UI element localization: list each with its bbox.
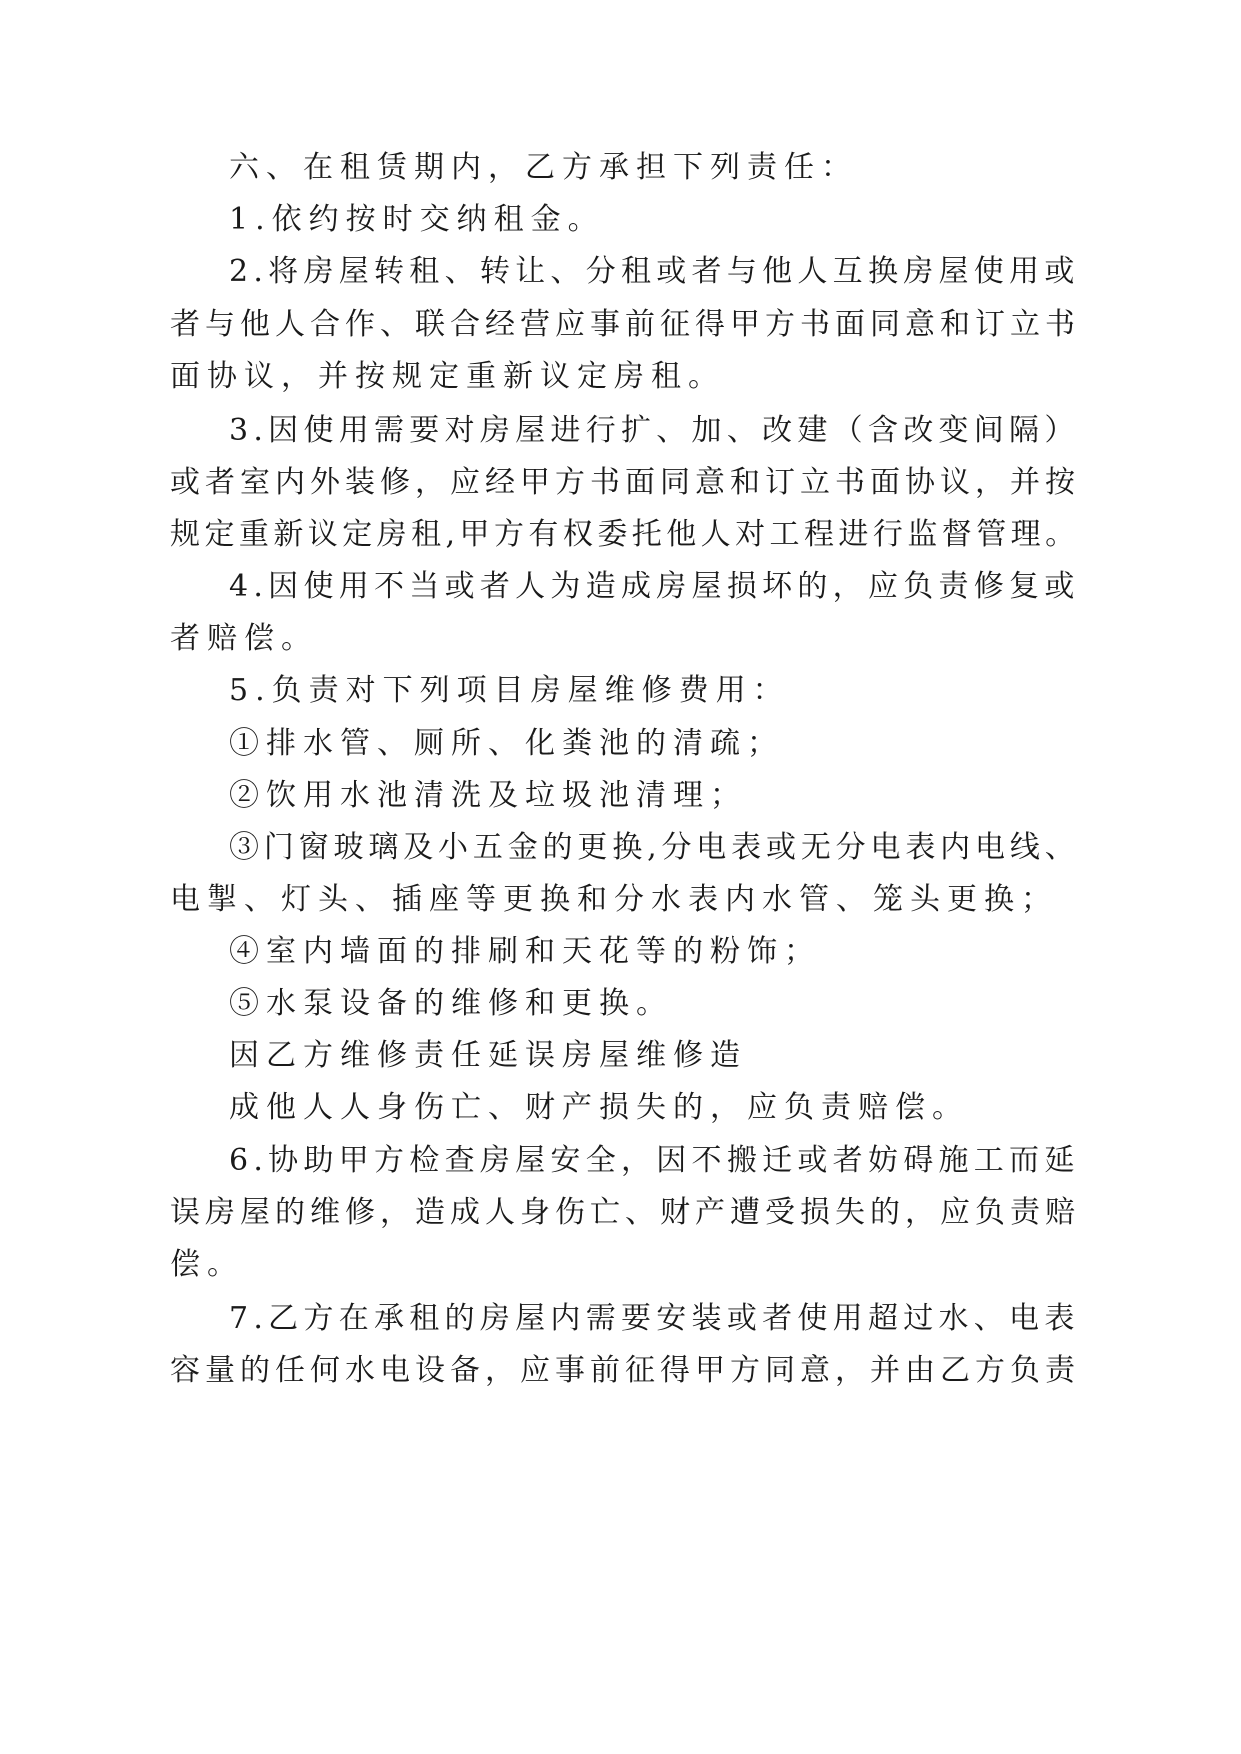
- clause-heading: 六、在租赁期内，乙方承担下列责任：: [229, 150, 858, 185]
- clause-item-2-line-1: 2.将房屋转租、转让、分租或者与他人互换房屋使用或: [229, 254, 1080, 289]
- clause-item-3-line-1: 3.因使用需要对房屋进行扩、加、改建（含改变间隔）: [229, 413, 1080, 448]
- clause-item-2-line-2: 者与他人合作、联合经营应事前征得甲方书面同意和订立书: [170, 307, 1080, 342]
- sub-item-5: ⑤水泵设备的维修和更换。: [229, 986, 673, 1021]
- clause-item-5: 5.负责对下列项目房屋维修费用：: [229, 673, 790, 708]
- sub-item-1: ①排水管、厕所、化粪池的清疏；: [229, 726, 784, 761]
- clause-item-1: 1.依约按时交纳租金。: [229, 202, 605, 237]
- liability-line-1: 因乙方维修责任延误房屋维修造: [229, 1038, 747, 1073]
- sub-item-2: ②饮用水池清洗及垃圾池清理；: [229, 778, 747, 813]
- clause-item-3-line-2: 或者室内外装修，应经甲方书面同意和订立书面协议，并按: [170, 465, 1080, 500]
- clause-item-6-line-1: 6.协助甲方检查房屋安全，因不搬迁或者妨碍施工而延: [229, 1143, 1080, 1178]
- clause-item-6-line-2: 误房屋的维修，造成人身伤亡、财产遭受损失的，应负责赔: [170, 1195, 1080, 1230]
- clause-item-7-line-2: 容量的任何水电设备，应事前征得甲方同意，并由乙方负责: [170, 1353, 1080, 1388]
- clause-item-6-line-3: 偿。: [170, 1247, 244, 1282]
- clause-item-4-line-1: 4.因使用不当或者人为造成房屋损坏的，应负责修复或: [229, 569, 1080, 604]
- clause-item-7-line-1: 7.乙方在承租的房屋内需要安装或者使用超过水、电表: [229, 1301, 1080, 1336]
- clause-item-2-line-3: 面协议，并按规定重新议定房租。: [170, 359, 725, 394]
- sub-item-4: ④室内墙面的排刷和天花等的粉饰；: [229, 934, 821, 969]
- sub-item-3-line-1: ③门窗玻璃及小五金的更换,分电表或无分电表内电线、: [229, 830, 1080, 865]
- clause-item-4-line-2: 者赔偿。: [170, 621, 318, 656]
- clause-item-3-line-3: 规定重新议定房租,甲方有权委托他人对工程进行监督管理。: [170, 517, 1080, 552]
- sub-item-3-line-2: 电掣、灯头、插座等更换和分水表内水管、笼头更换；: [170, 882, 1058, 917]
- liability-line-2: 成他人人身伤亡、财产损失的，应负责赔偿。: [229, 1090, 969, 1125]
